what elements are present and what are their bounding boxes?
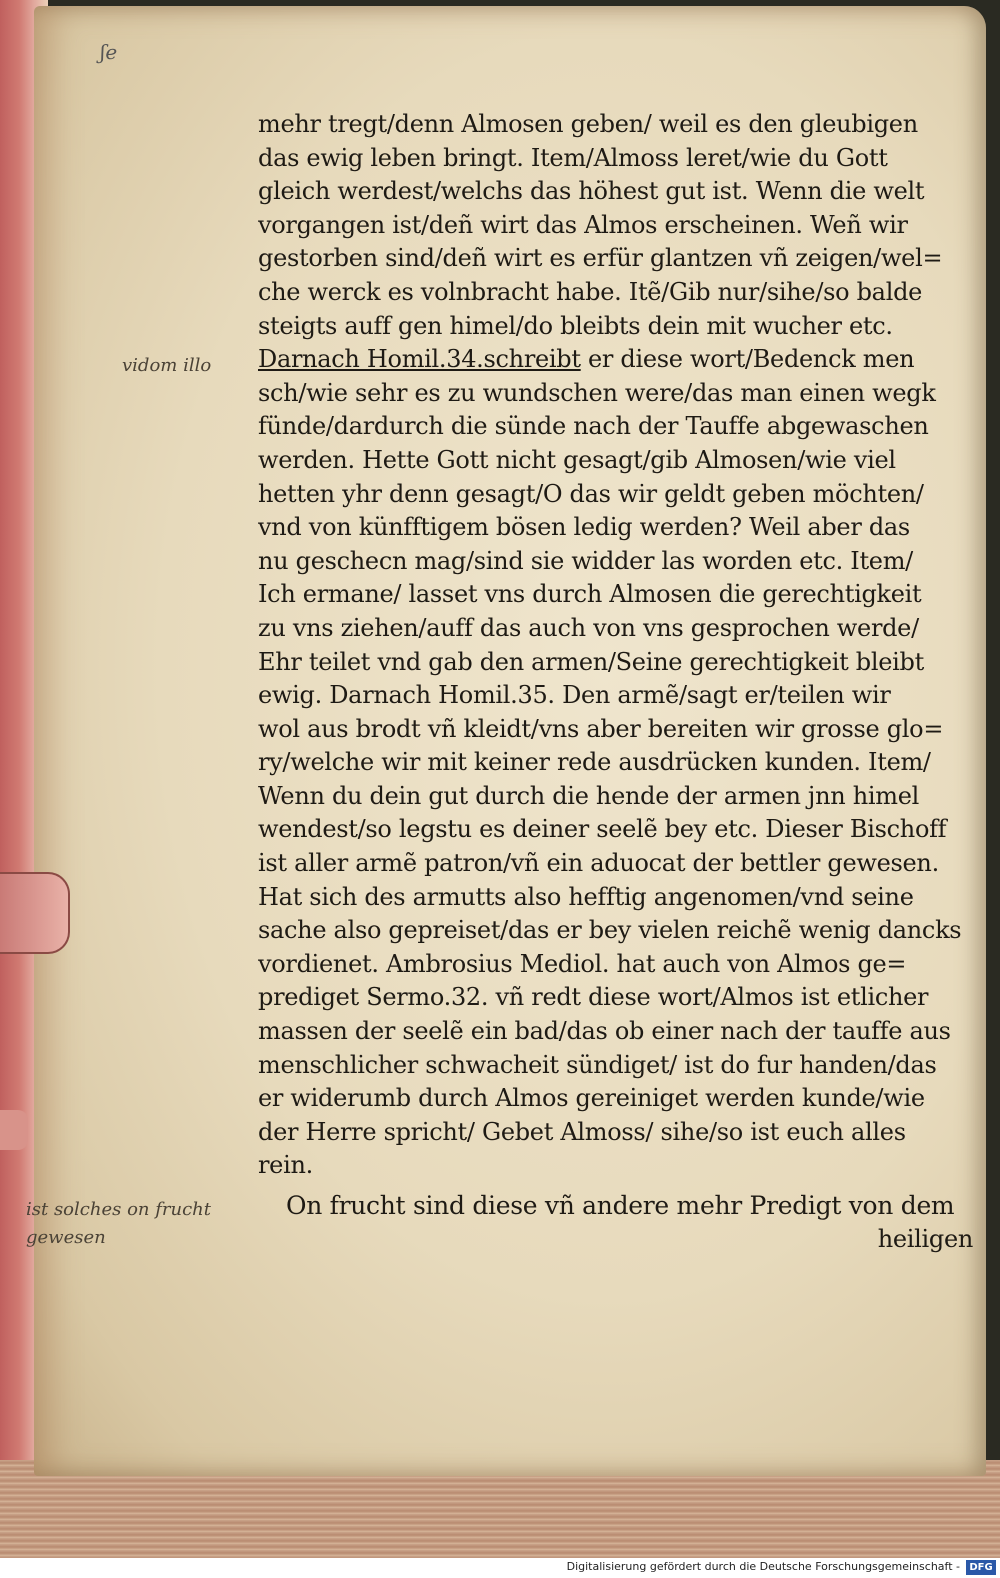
text-line: gleich werdest/welchs das höhest gut ist. Wenn die welt <box>258 177 925 206</box>
dfg-logo: DFG <box>966 1560 996 1575</box>
text-line: mehr tregt/denn Almosen geben/ weil es den gleubigen <box>258 110 918 138</box>
text-line: menschlicher schwacheit sündiget/ ist do fur handen/das <box>258 1050 937 1079</box>
text-line: ist aller armẽ patron/vñ ein aduocat der bettler gewesen. <box>258 849 939 878</box>
paragraph-start: On frucht sind diese vñ andere mehr Predigt von dem <box>286 1191 955 1220</box>
bookmark-ribbon <box>0 872 70 954</box>
text-line <box>258 343 983 377</box>
text-line: ry/welche wir mit keiner rede ausdrücken kunden. Item/ <box>258 748 931 777</box>
text-line: steigts auff gen himel/do bleibts dein mit wucher etc. <box>258 311 893 340</box>
bookmark-tab <box>0 1110 28 1150</box>
margin-scribble: ʃe <box>100 40 118 64</box>
text-line: rein. <box>258 1151 313 1180</box>
text-line: ewig. Darnach Homil.35. Den armẽ/sagt er/teilen wir <box>258 681 891 710</box>
margin-note-vidom: vidom illo <box>122 355 212 376</box>
text-line: gestorben sind/deñ wirt es erfür glantzen vñ zeigen/wel= <box>258 244 943 273</box>
text-lines-bottom <box>258 377 983 1183</box>
text-line: vordienet. Ambrosius Mediol. hat auch von Almos ge= <box>258 949 907 978</box>
text-line: Wenn du dein gut durch die hende der armen jnn himel <box>258 781 919 810</box>
text-line: wol aus brodt vñ kleidt/vns aber bereiten wir grosse glo= <box>258 714 944 743</box>
text-line: Hat sich des armutts also hefftig angenomen/vnd seine <box>258 882 914 911</box>
text-line-rest: er diese wort/Bedenck men <box>580 345 915 374</box>
catchword: heiligen <box>877 1224 973 1253</box>
text-line: massen der seelẽ ein bad/das ob einer nach der tauffe aus <box>258 1017 951 1046</box>
text-line: wendest/so legstu es deiner seelẽ bey etc. Dieser Bischoff <box>258 815 947 844</box>
digitization-footer <box>0 1558 1000 1578</box>
text-line: zu vns ziehen/auff das auch von vns gesprochen werde/ <box>258 613 919 642</box>
text-line: er widerumb durch Almos gereiniget werden kunde/wie <box>258 1084 925 1113</box>
text-line: nu geschecn mag/sind sie widder las worden etc. Item/ <box>258 546 913 575</box>
text-line: werden. Hette Gott nicht gesagt/gib Almosen/wie viel <box>258 445 896 474</box>
margin-note-frucht: ist solches on frucht gewesen <box>26 1199 211 1248</box>
text-line: das ewig leben bringt. Item/Almoss leret/wie du Gott <box>258 143 888 172</box>
underlined-reference: Darnach Homil.34.schreibt <box>258 345 581 374</box>
text-line: hetten yhr denn gesagt/O das wir geldt geben möchten/ <box>258 479 924 508</box>
footer-credit: Digitalisierung gefördert durch die Deutsche Forschungsgemeinschaft - <box>566 1560 960 1573</box>
text-lines-top <box>258 108 983 343</box>
text-line: prediget Sermo.32. vñ redt diese wort/Almos ist etlicher <box>258 983 929 1012</box>
text-line: vorgangen ist/deñ wirt das Almos erscheinen. Weñ wir <box>258 210 908 239</box>
text-line: Ehr teilet vnd gab den armen/Seine gerechtigkeit bleibt <box>258 647 924 676</box>
text-line: der Herre spricht/ Gebet Almoss/ sihe/so ist euch alles <box>258 1117 906 1146</box>
text-line: vnd von künfftigem bösen ledig werden? Weil aber das <box>258 513 910 542</box>
text-line: che werck es volnbracht habe. Itẽ/Gib nur/sihe/so balde <box>258 277 923 306</box>
main-text-block <box>258 108 983 1256</box>
text-line: sache also gepreiset/das er bey vielen reichẽ wenig dancks <box>258 916 962 945</box>
text-line: sch/wie sehr es zu wundschen were/das man einen wegk <box>258 378 936 407</box>
text-line: Ich ermane/ lasset vns durch Almosen die gerechtigkeit <box>258 580 922 609</box>
text-line: fünde/dardurch die sünde nach der Tauffe abgewaschen <box>258 412 929 441</box>
